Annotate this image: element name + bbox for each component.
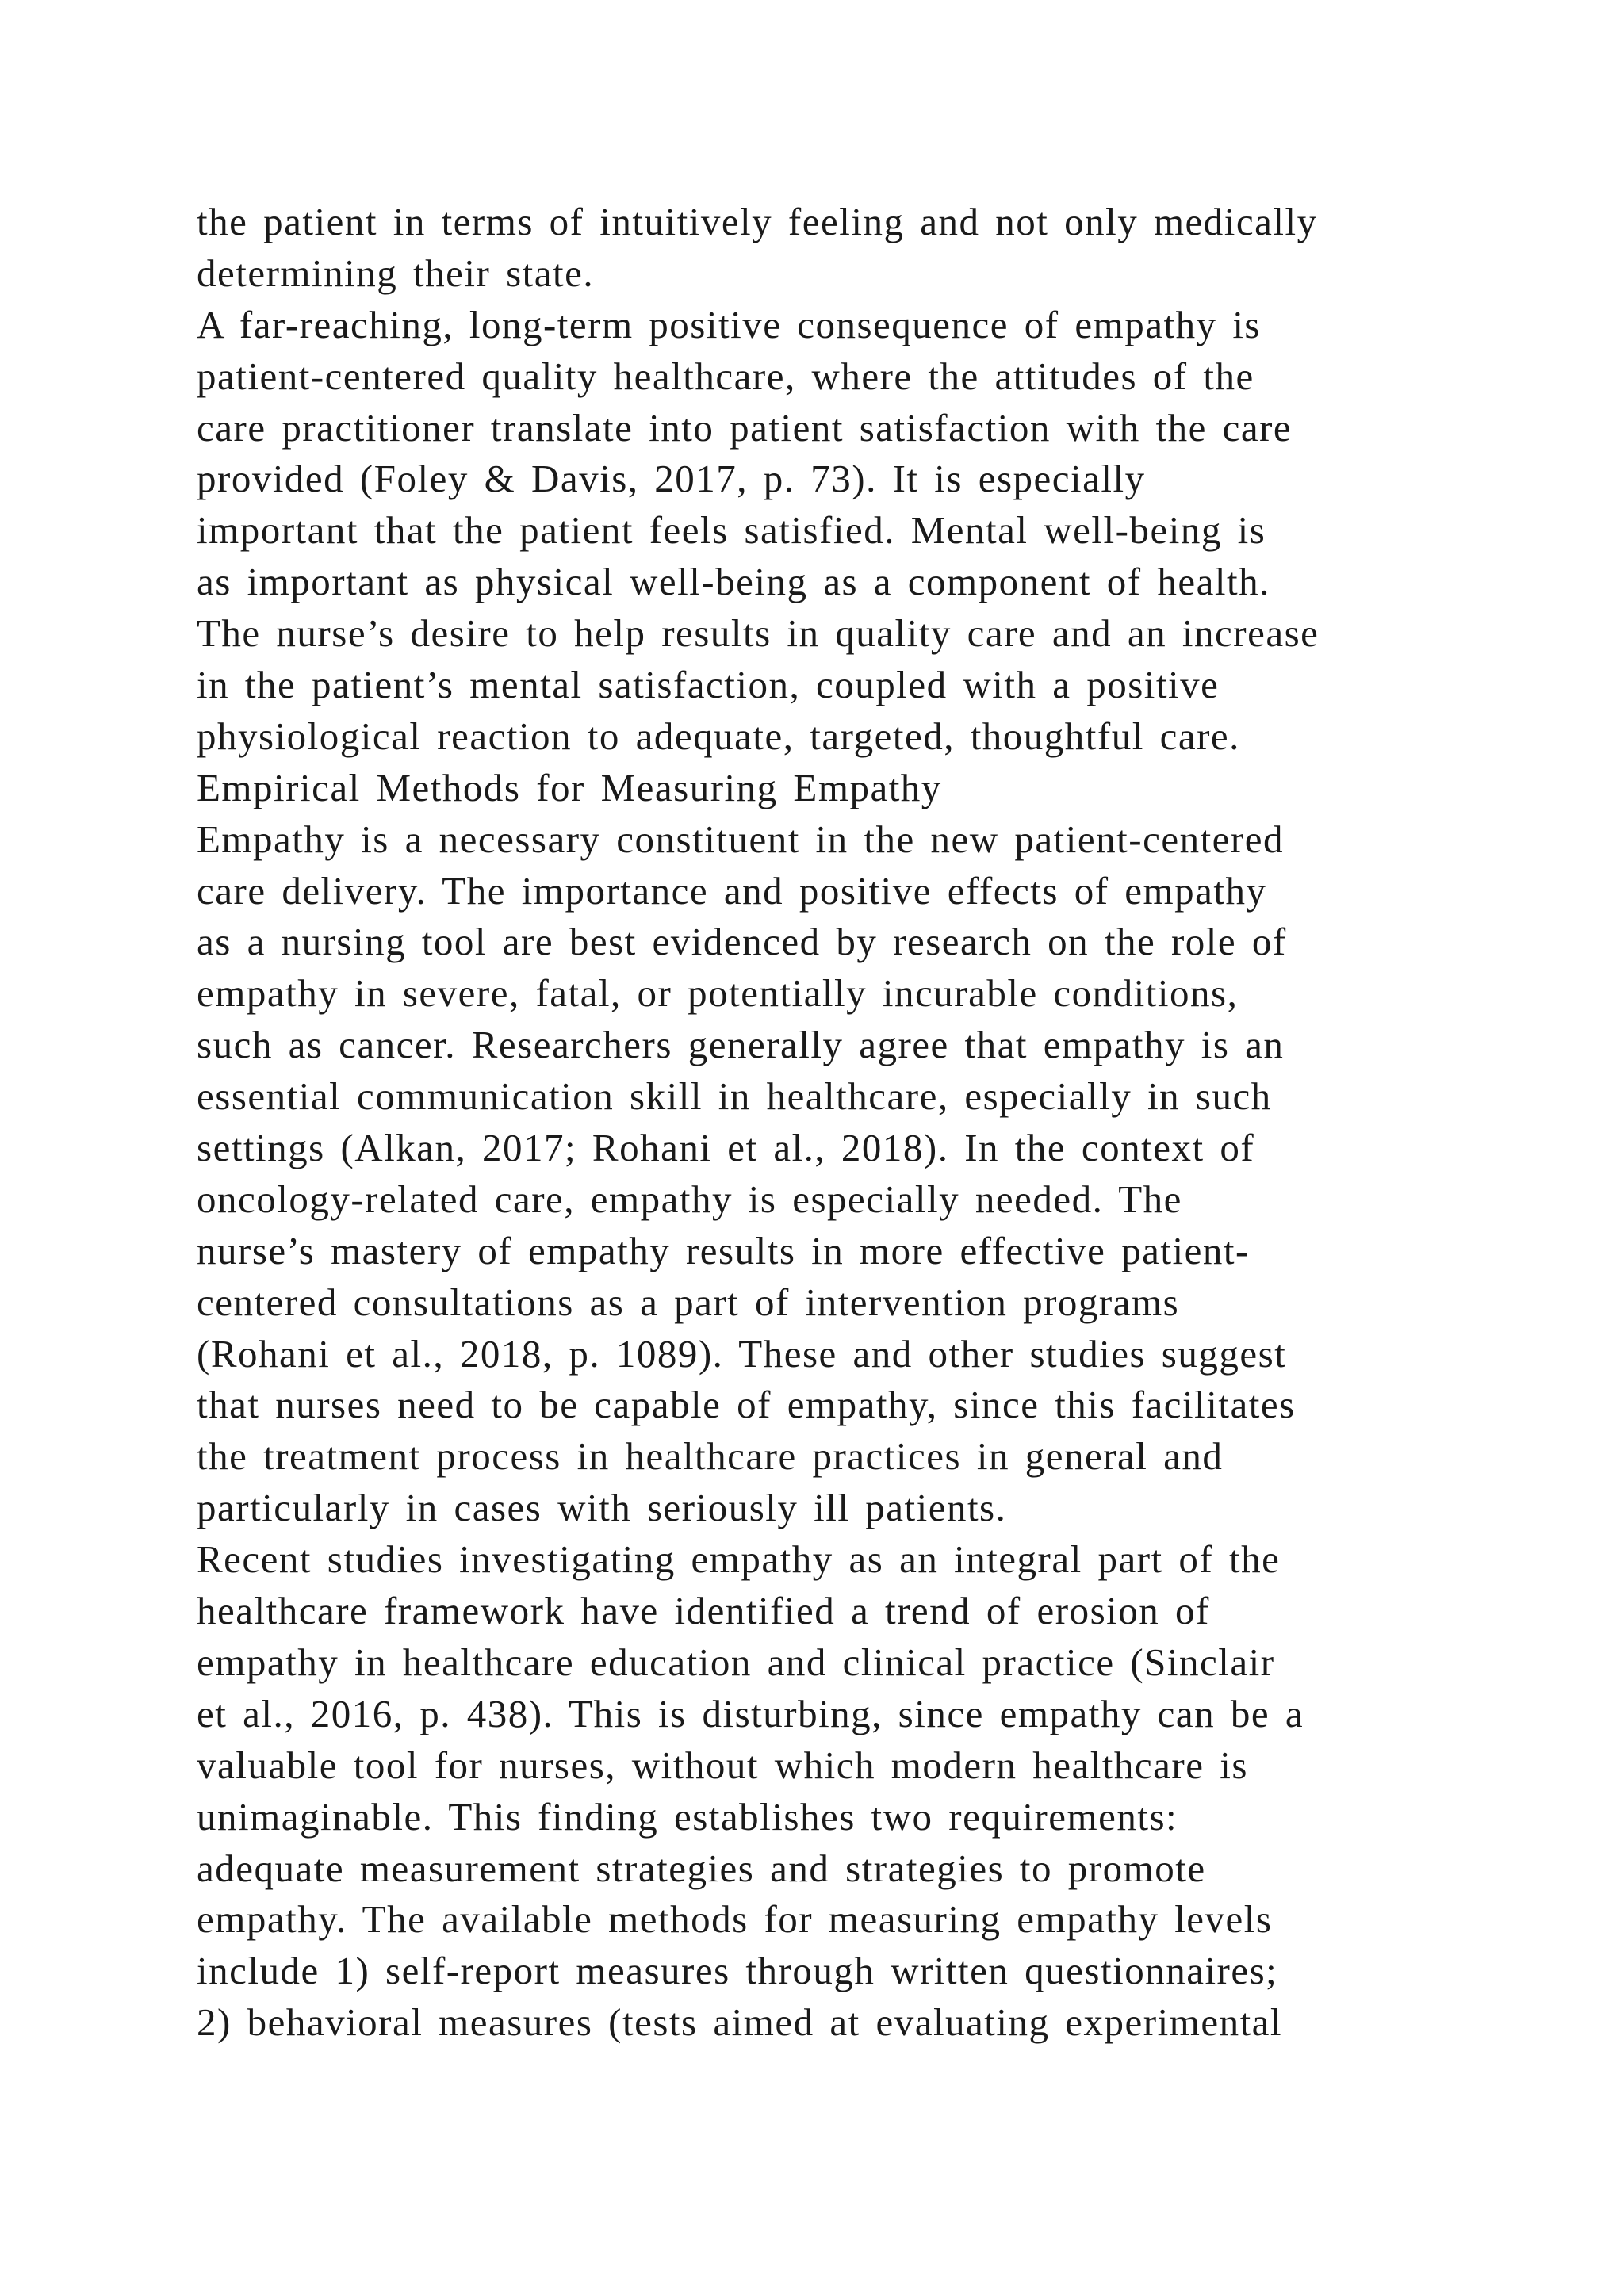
text-line: empathy in healthcare education and clinical practice (Sinclair <box>197 1640 1275 1684</box>
text-line: unimaginable. This finding establishes two requirements: <box>197 1794 1178 1839</box>
text-line: as important as physical well-being as a component of health. <box>197 560 1270 604</box>
text-line: particularly in cases with seriously ill patients. <box>197 1486 1007 1530</box>
text-line: et al., 2016, p. 438). This is disturbing, since empathy can be a <box>197 1691 1304 1735</box>
text-line: patient-centered quality healthcare, where the attitudes of the <box>197 354 1254 398</box>
text-line: empathy in severe, fatal, or potentially incurable conditions, <box>197 971 1239 1016</box>
section-heading: Empirical Methods for Measuring Empathy <box>197 765 942 809</box>
text-line: oncology-related care, empathy is especially needed. The <box>197 1177 1182 1221</box>
text-line: centered consultations as a part of intervention programs <box>197 1280 1180 1324</box>
text-line: physiological reaction to adequate, targeted, thoughtful care. <box>197 714 1240 758</box>
text-line: healthcare framework have identified a trend of erosion of <box>197 1589 1210 1633</box>
text-line: that nurses need to be capable of empathy, since this facilitates <box>197 1383 1296 1427</box>
text-line: in the patient’s mental satisfaction, coupled with a positive <box>197 663 1220 707</box>
text-line: empathy. The available methods for measuring empathy levels <box>197 1897 1273 1942</box>
text-line: the treatment process in healthcare practices in general and <box>197 1434 1224 1479</box>
text-line: such as cancer. Researchers generally agree that empathy is an <box>197 1023 1285 1067</box>
text-line: nurse’s mastery of empathy results in more effective patient- <box>197 1228 1250 1272</box>
text-line: include 1) self-report measures through written questionnaires; <box>197 1949 1278 1993</box>
text-line: the patient in terms of intuitively feeling and not only medically <box>197 200 1318 243</box>
text-line: (Rohani et al., 2018, p. 1089). These and other studies suggest <box>197 1331 1287 1376</box>
text-line: Empathy is a necessary constituent in the new patient-centered <box>197 817 1285 861</box>
text-line: 2) behavioral measures (tests aimed at evaluating experimental <box>197 2000 1283 2045</box>
text-line: as a nursing tool are best evidenced by research on the role of <box>197 920 1287 964</box>
text-line: essential communication skill in healthcare, especially in such <box>197 1074 1272 1119</box>
text-line: valuable tool for nurses, without which modern healthcare is <box>197 1743 1248 1787</box>
text-line: care practitioner translate into patient satisfaction with the care <box>197 405 1293 450</box>
text-line: settings (Alkan, 2017; Rohani et al., 2018). In the context of <box>197 1126 1255 1170</box>
text-line: A far-reaching, long-term positive consequence of empathy is <box>197 302 1261 346</box>
text-line: provided (Foley & Davis, 2017, p. 73). It is especially <box>197 457 1146 501</box>
text-line: Recent studies investigating empathy as an integral part of the <box>197 1537 1281 1582</box>
text-line: care delivery. The importance and positive effects of empathy <box>197 868 1267 913</box>
text-line: adequate measurement strategies and strategies to promote <box>197 1846 1206 1890</box>
body-text <box>197 197 1497 2049</box>
text-line: important that the patient feels satisfied. Mental well-being is <box>197 508 1266 553</box>
text-line: determining their state. <box>197 251 595 295</box>
text-line: The nurse’s desire to help results in quality care and an increase <box>197 611 1320 656</box>
